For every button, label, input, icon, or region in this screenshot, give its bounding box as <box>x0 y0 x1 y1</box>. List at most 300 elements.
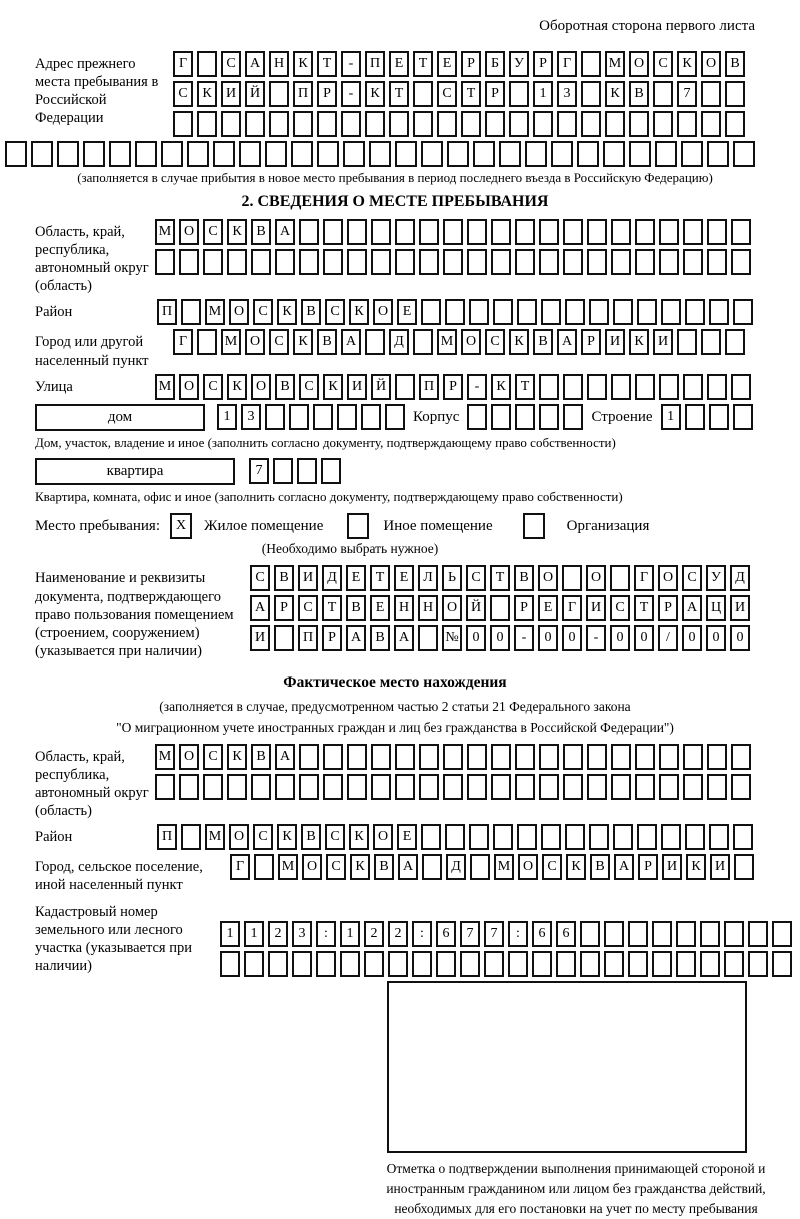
char-cell: О <box>442 595 462 621</box>
char-cell: 3 <box>557 81 577 107</box>
char-cell <box>677 329 697 355</box>
char-cell: М <box>278 854 298 880</box>
char-cell <box>515 219 535 245</box>
char-cell <box>445 299 465 325</box>
char-cell: П <box>419 374 439 400</box>
char-cell <box>539 744 559 770</box>
char-cell <box>244 951 264 977</box>
char-cell: : <box>316 921 336 947</box>
char-cell <box>707 249 727 275</box>
char-cell: Н <box>394 595 414 621</box>
fact-gorod-row[interactable] <box>230 854 754 880</box>
checkbox-zhiloe[interactable]: X <box>170 513 192 539</box>
char-cell: В <box>374 854 394 880</box>
char-cell <box>748 921 768 947</box>
char-cell: 7 <box>677 81 697 107</box>
char-cell <box>388 951 408 977</box>
char-cell: У <box>509 51 529 77</box>
char-cell <box>467 744 487 770</box>
char-cell: С <box>610 595 630 621</box>
char-cell: С <box>326 854 346 880</box>
char-cell <box>316 951 336 977</box>
char-cell <box>365 329 385 355</box>
char-cell <box>659 774 679 800</box>
char-cell: И <box>662 854 682 880</box>
char-cell <box>135 141 157 167</box>
char-cell <box>389 111 409 137</box>
char-cell: Е <box>389 51 409 77</box>
char-cell <box>460 951 480 977</box>
char-cell <box>317 111 337 137</box>
char-cell <box>707 141 729 167</box>
char-cell <box>347 744 367 770</box>
char-cell: М <box>494 854 514 880</box>
char-cell: С <box>653 51 673 77</box>
char-cell <box>701 111 721 137</box>
char-cell <box>371 219 391 245</box>
fact-raion-row[interactable] <box>157 824 753 850</box>
char-cell: И <box>347 374 367 400</box>
char-cell <box>541 824 561 850</box>
char-cell <box>604 921 624 947</box>
char-cell: В <box>274 565 294 591</box>
char-cell <box>563 249 583 275</box>
char-cell: - <box>467 374 487 400</box>
char-cell <box>508 951 528 977</box>
char-cell <box>611 774 631 800</box>
char-cell <box>83 141 105 167</box>
char-cell: С <box>466 565 486 591</box>
char-cell <box>733 299 753 325</box>
char-cell: М <box>155 219 175 245</box>
char-cell: К <box>323 374 343 400</box>
stroenie-label: Строение <box>591 408 653 425</box>
char-cell <box>371 774 391 800</box>
char-cell: К <box>293 51 313 77</box>
char-cell: В <box>346 595 366 621</box>
char-cell: С <box>221 51 241 77</box>
char-cell <box>562 565 582 591</box>
char-cell <box>587 374 607 400</box>
char-cell: О <box>179 219 199 245</box>
char-cell: А <box>614 854 634 880</box>
ulitsa-label: Улица <box>35 378 73 395</box>
char-cell: Р <box>581 329 601 355</box>
char-cell: А <box>346 625 366 651</box>
doc-row-1[interactable] <box>250 565 750 591</box>
stamp-area <box>387 981 747 1153</box>
char-cell: Т <box>490 565 510 591</box>
fact-oblast-row-2[interactable] <box>155 774 751 800</box>
checkbox-org[interactable] <box>523 513 545 539</box>
char-cell <box>724 951 744 977</box>
char-cell <box>515 249 535 275</box>
char-cell <box>731 219 751 245</box>
char-cell <box>499 141 521 167</box>
char-cell <box>437 111 457 137</box>
char-cell: 0 <box>562 625 582 651</box>
char-cell <box>491 219 511 245</box>
char-cell <box>563 404 583 430</box>
gorod-label: Город или другой населенный пункт <box>35 334 149 369</box>
char-cell <box>683 249 703 275</box>
char-cell <box>470 854 490 880</box>
char-cell <box>733 824 753 850</box>
char-cell: М <box>205 824 225 850</box>
char-cell <box>275 249 295 275</box>
char-cell: М <box>155 374 175 400</box>
kvartira-line <box>35 458 755 485</box>
char-cell <box>421 824 441 850</box>
char-cell <box>731 249 751 275</box>
char-cell: И <box>250 625 270 651</box>
char-cell <box>220 951 240 977</box>
char-cell <box>395 374 415 400</box>
char-cell <box>413 111 433 137</box>
char-cell: 1 <box>217 404 237 430</box>
char-cell: К <box>293 329 313 355</box>
char-cell: И <box>710 854 730 880</box>
char-cell: Н <box>418 595 438 621</box>
char-cell: Й <box>371 374 391 400</box>
char-cell <box>395 744 415 770</box>
char-cell: О <box>245 329 265 355</box>
char-cell <box>517 824 537 850</box>
char-cell: Р <box>317 81 337 107</box>
char-cell: Ь <box>442 565 462 591</box>
prev-address-block <box>35 51 755 137</box>
char-cell: № <box>442 625 462 651</box>
char-cell <box>323 774 343 800</box>
char-cell: М <box>605 51 625 77</box>
char-cell <box>701 329 721 355</box>
option-org-label: Организация <box>566 517 650 534</box>
char-cell <box>109 141 131 167</box>
char-cell: В <box>251 219 271 245</box>
char-cell: С <box>203 744 223 770</box>
kadastr-label: Кадастровый номер земельного или лесного участка (указывается при наличии) <box>35 903 192 974</box>
char-cell <box>515 404 535 430</box>
char-cell <box>385 404 405 430</box>
char-cell: С <box>542 854 562 880</box>
char-cell: С <box>269 329 289 355</box>
char-cell <box>661 299 681 325</box>
prev-address-caption: (заполняется в случае прибытия в новое место пребывания в период последнего въезда в Российскую Федерацию) <box>77 170 713 185</box>
char-cell: К <box>227 374 247 400</box>
char-cell <box>5 141 27 167</box>
prev-address-row-3[interactable] <box>173 111 745 137</box>
char-cell: 0 <box>538 625 558 651</box>
char-cell: К <box>277 299 297 325</box>
char-cell <box>701 81 721 107</box>
kadastr-row-1[interactable] <box>220 921 792 947</box>
char-cell <box>557 111 577 137</box>
char-cell: И <box>605 329 625 355</box>
char-cell <box>419 774 439 800</box>
char-cell <box>587 249 607 275</box>
char-cell: В <box>590 854 610 880</box>
char-cell <box>413 329 433 355</box>
char-cell: О <box>538 565 558 591</box>
char-cell: А <box>341 329 361 355</box>
fact-section <box>35 674 766 1219</box>
char-cell: : <box>508 921 528 947</box>
char-cell <box>635 374 655 400</box>
char-cell: К <box>629 329 649 355</box>
oblast-field <box>35 219 755 296</box>
char-cell: О <box>302 854 322 880</box>
doc-field <box>35 565 755 660</box>
char-cell: М <box>205 299 225 325</box>
char-cell: К <box>686 854 706 880</box>
char-cell: Р <box>485 81 505 107</box>
char-cell <box>395 141 417 167</box>
char-cell: М <box>437 329 457 355</box>
char-cell: 0 <box>466 625 486 651</box>
char-cell <box>275 774 295 800</box>
char-cell: Б <box>485 51 505 77</box>
char-cell <box>731 374 751 400</box>
char-cell <box>517 299 537 325</box>
char-cell: Г <box>173 329 193 355</box>
char-cell: С <box>173 81 193 107</box>
raion-row[interactable] <box>157 299 753 325</box>
char-cell <box>539 374 559 400</box>
char-cell <box>467 774 487 800</box>
char-cell <box>227 774 247 800</box>
char-cell <box>274 625 294 651</box>
char-cell: И <box>730 595 750 621</box>
char-cell: И <box>298 565 318 591</box>
char-cell <box>473 141 495 167</box>
char-cell: Г <box>562 595 582 621</box>
char-cell <box>652 951 672 977</box>
char-cell: Р <box>274 595 294 621</box>
char-cell <box>677 111 697 137</box>
char-cell <box>748 951 768 977</box>
char-cell: К <box>677 51 697 77</box>
char-cell: А <box>557 329 577 355</box>
char-cell: Д <box>322 565 342 591</box>
char-cell: А <box>682 595 702 621</box>
char-cell: С <box>253 299 273 325</box>
char-cell: В <box>629 81 649 107</box>
char-cell <box>734 854 754 880</box>
section2-title: 2. СВЕДЕНИЯ О МЕСТЕ ПРЕБЫВАНИЯ <box>241 192 549 210</box>
char-cell: 0 <box>682 625 702 651</box>
mesto-label: Место пребывания: <box>35 517 160 534</box>
mesto-hint: (Необходимо выбрать нужное) <box>261 541 439 557</box>
char-cell: С <box>325 824 345 850</box>
char-cell <box>181 824 201 850</box>
kadastr-row-2[interactable] <box>220 951 792 977</box>
char-cell <box>655 141 677 167</box>
char-cell <box>733 141 755 167</box>
dom-line <box>35 404 755 431</box>
char-cell <box>628 951 648 977</box>
char-cell: В <box>317 329 337 355</box>
char-cell <box>273 458 293 484</box>
char-cell <box>565 299 585 325</box>
char-cell <box>556 951 576 977</box>
char-cell: - <box>586 625 606 651</box>
char-cell <box>421 299 441 325</box>
char-cell: Д <box>446 854 466 880</box>
char-cell: Т <box>413 51 433 77</box>
char-cell: Г <box>557 51 577 77</box>
char-cell: К <box>227 219 247 245</box>
char-cell <box>676 951 696 977</box>
char-cell <box>613 824 633 850</box>
fact-title: Фактическое место нахождения <box>283 674 507 692</box>
char-cell: Т <box>389 81 409 107</box>
char-cell <box>635 774 655 800</box>
char-cell: П <box>157 824 177 850</box>
char-cell: Т <box>461 81 481 107</box>
char-cell <box>347 249 367 275</box>
char-cell <box>700 951 720 977</box>
char-cell <box>323 219 343 245</box>
gorod-row[interactable] <box>173 329 745 355</box>
char-cell: С <box>437 81 457 107</box>
char-cell: Р <box>658 595 678 621</box>
oblast-row-1[interactable] <box>155 219 751 245</box>
raion-label: Район <box>35 304 73 321</box>
char-cell: Р <box>461 51 481 77</box>
char-cell <box>179 774 199 800</box>
char-cell <box>587 744 607 770</box>
char-cell <box>659 219 679 245</box>
char-cell: 0 <box>490 625 510 651</box>
char-cell <box>493 299 513 325</box>
char-cell <box>637 299 657 325</box>
char-cell: О <box>179 744 199 770</box>
char-cell <box>539 404 559 430</box>
char-cell <box>563 374 583 400</box>
char-cell: И <box>586 595 606 621</box>
char-cell: О <box>461 329 481 355</box>
stroenie-row[interactable] <box>661 404 753 430</box>
char-cell: С <box>485 329 505 355</box>
char-cell: П <box>298 625 318 651</box>
char-cell <box>265 141 287 167</box>
char-cell: М <box>155 744 175 770</box>
char-cell: А <box>275 219 295 245</box>
char-cell: С <box>325 299 345 325</box>
doc-row-2[interactable] <box>250 595 750 621</box>
dom-caption: Дом, участок, владение и иное (заполнить согласно документу, подтверждающему право собственности) <box>35 434 616 450</box>
char-cell <box>317 141 339 167</box>
char-cell <box>659 374 679 400</box>
char-cell: С <box>203 219 223 245</box>
char-cell: К <box>605 81 625 107</box>
char-cell: В <box>725 51 745 77</box>
doc-label: Наименование и реквизиты документа, подтверждающего право пользования помещением (строением, сооружением) (указывается при наличии) <box>35 570 234 659</box>
char-cell <box>491 774 511 800</box>
char-cell <box>419 249 439 275</box>
char-cell <box>268 951 288 977</box>
char-cell <box>525 141 547 167</box>
char-cell <box>221 111 241 137</box>
doc-row-3[interactable] <box>250 625 750 651</box>
korpus-row[interactable] <box>467 404 583 430</box>
char-cell <box>515 744 535 770</box>
char-cell <box>445 824 465 850</box>
char-cell: Е <box>397 299 417 325</box>
char-cell: К <box>350 854 370 880</box>
char-cell <box>197 51 217 77</box>
char-cell <box>469 299 489 325</box>
char-cell <box>297 458 317 484</box>
fact-oblast-row-1[interactable] <box>155 744 751 770</box>
kvartira-caption: Квартира, комната, офис и иное (заполнить согласно документу, подтверждающему право собственности) <box>35 488 623 504</box>
char-cell: 2 <box>364 921 384 947</box>
kvartira-row[interactable] <box>249 458 341 484</box>
char-cell <box>659 249 679 275</box>
char-cell <box>31 141 53 167</box>
char-cell: / <box>658 625 678 651</box>
char-cell: В <box>514 565 534 591</box>
char-cell: О <box>373 299 393 325</box>
char-cell <box>515 774 535 800</box>
char-cell <box>685 404 705 430</box>
stamp-caption: Отметка о подтверждении выполнения принимающей стороной и иностранным гражданином или лицом без гражданства действий, необходимых для его постановки на учет по месту пребывания <box>386 1160 766 1217</box>
char-cell <box>365 111 385 137</box>
prev-address-row-1[interactable] <box>173 51 745 77</box>
char-cell <box>347 219 367 245</box>
char-cell <box>227 249 247 275</box>
char-cell <box>733 404 753 430</box>
char-cell: К <box>566 854 586 880</box>
char-cell: С <box>299 374 319 400</box>
char-cell <box>725 329 745 355</box>
char-cell: М <box>221 329 241 355</box>
char-cell <box>539 774 559 800</box>
char-cell: П <box>365 51 385 77</box>
char-cell: 0 <box>730 625 750 651</box>
char-cell <box>725 81 745 107</box>
dom-row[interactable] <box>217 404 405 430</box>
char-cell <box>581 81 601 107</box>
char-cell <box>635 219 655 245</box>
char-cell <box>292 951 312 977</box>
char-cell: О <box>518 854 538 880</box>
prev-address-row-4[interactable] <box>5 141 755 167</box>
oblast-row-2[interactable] <box>155 249 751 275</box>
char-cell <box>412 951 432 977</box>
char-cell: 3 <box>241 404 261 430</box>
char-cell <box>731 744 751 770</box>
prev-address-row-2[interactable] <box>173 81 745 107</box>
char-cell <box>443 744 463 770</box>
ulitsa-row[interactable] <box>155 374 751 400</box>
option-inoe-label: Иное помещение <box>383 517 493 534</box>
char-cell: Е <box>370 595 390 621</box>
char-cell: С <box>682 565 702 591</box>
char-cell <box>179 249 199 275</box>
mesto-row <box>35 513 755 539</box>
char-cell: 3 <box>292 921 312 947</box>
char-cell <box>461 111 481 137</box>
checkbox-inoe[interactable] <box>347 513 369 539</box>
char-cell <box>613 299 633 325</box>
char-cell <box>532 951 552 977</box>
option-zhiloe-label: Жилое помещение <box>204 517 324 534</box>
char-cell <box>707 374 727 400</box>
char-cell <box>467 249 487 275</box>
char-cell: 1 <box>661 404 681 430</box>
char-cell: О <box>701 51 721 77</box>
